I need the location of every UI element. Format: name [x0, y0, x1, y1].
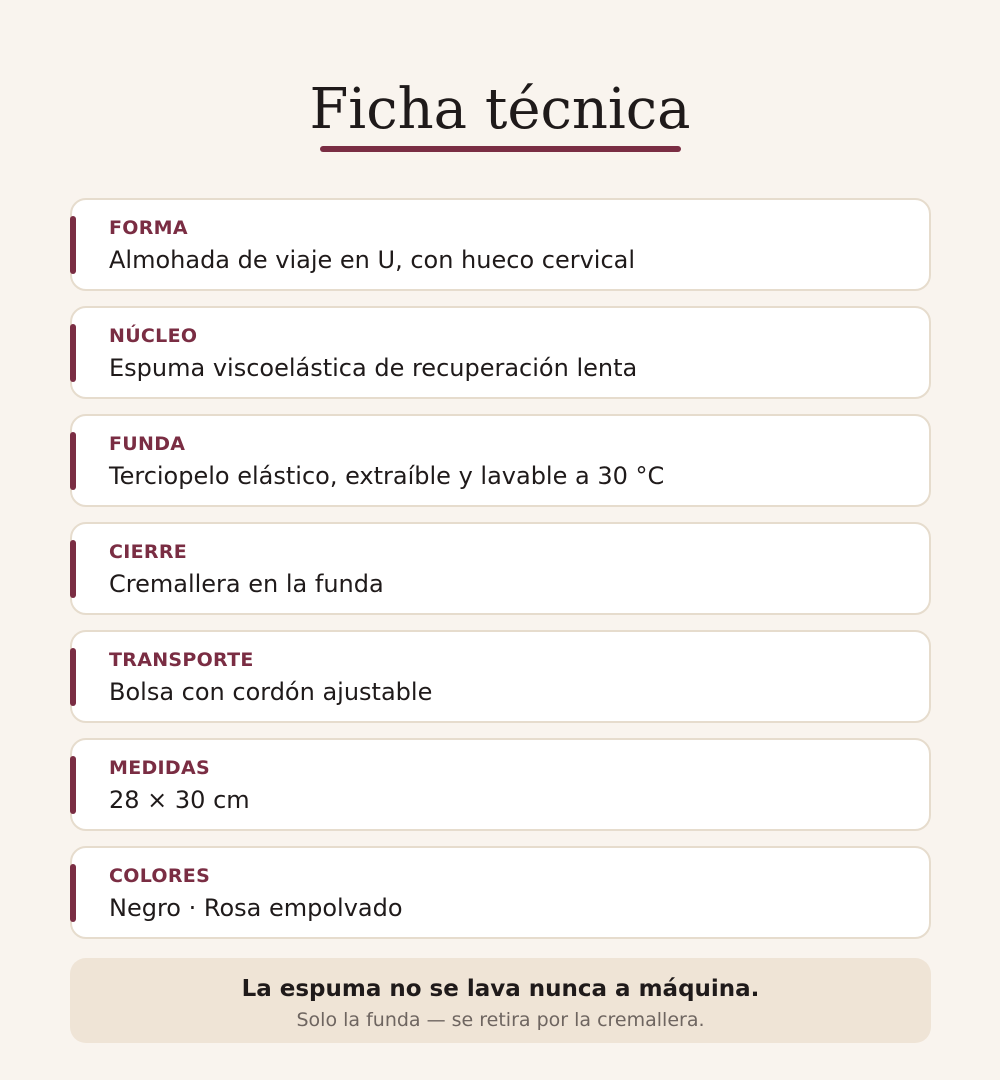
- spec-label: CIERRE: [109, 541, 188, 563]
- page-title: Ficha técnica: [309, 77, 691, 142]
- spec-label: MEDIDAS: [109, 757, 210, 779]
- spec-list: [70, 198, 931, 954]
- care-note-sub: Solo la funda — se retira por la cremallera.: [296, 1009, 705, 1031]
- spec-accent-bar: [70, 216, 76, 274]
- spec-value: Espuma viscoelástica de recuperación lenta: [109, 354, 638, 382]
- spec-card-medidas: [70, 738, 931, 831]
- spec-accent-bar: [70, 432, 76, 490]
- spec-label: FORMA: [109, 217, 188, 239]
- spec-value: Terciopelo elástico, extraíble y lavable a 30 °C: [109, 462, 665, 490]
- page-header: [0, 74, 1000, 146]
- spec-card-funda: [70, 414, 931, 507]
- care-note: [70, 958, 931, 1043]
- spec-value: Negro · Rosa empolvado: [109, 894, 403, 922]
- spec-value: Cremallera en la funda: [109, 570, 384, 598]
- title-underline: [320, 146, 681, 152]
- spec-value: 28 × 30 cm: [109, 786, 250, 814]
- spec-label: NÚCLEO: [109, 325, 198, 347]
- spec-accent-bar: [70, 756, 76, 814]
- spec-card-forma: [70, 198, 931, 291]
- spec-accent-bar: [70, 864, 76, 922]
- spec-card-cierre: [70, 522, 931, 615]
- spec-card-nucleo: [70, 306, 931, 399]
- spec-value: Bolsa con cordón ajustable: [109, 678, 433, 706]
- spec-card-colores: [70, 846, 931, 939]
- spec-value: Almohada de viaje en U, con hueco cervical: [109, 246, 636, 274]
- care-note-main: La espuma no se lava nunca a máquina.: [241, 976, 760, 1002]
- spec-label: TRANSPORTE: [109, 649, 254, 671]
- spec-card-transporte: [70, 630, 931, 723]
- spec-accent-bar: [70, 648, 76, 706]
- spec-label: FUNDA: [109, 433, 186, 455]
- spec-label: COLORES: [109, 865, 211, 887]
- spec-accent-bar: [70, 324, 76, 382]
- spec-accent-bar: [70, 540, 76, 598]
